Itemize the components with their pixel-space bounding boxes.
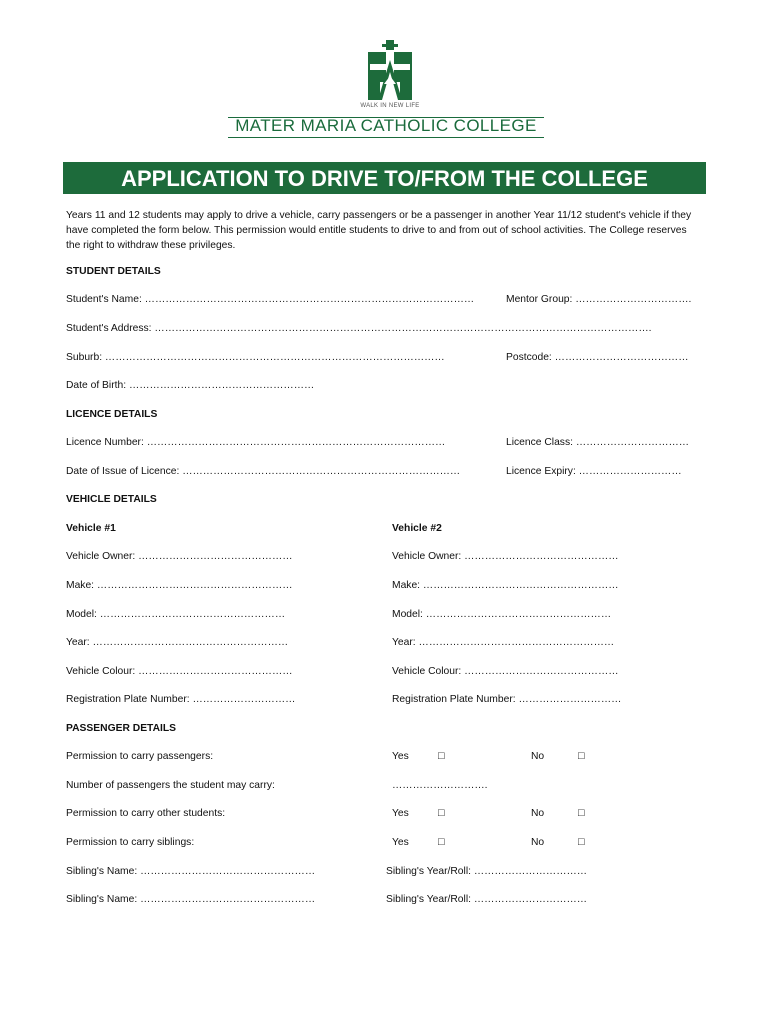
carry-passengers-label: Permission to carry passengers: (66, 751, 214, 762)
date-of-birth-field[interactable]: Date of Birth: ……………………………………………… (66, 380, 315, 391)
vehicle-2-colour-field[interactable]: Vehicle Colour: ……………………………………… (392, 666, 619, 677)
carry-siblings-yes-label: Yes (392, 837, 409, 848)
vehicle-1-plate-field[interactable]: Registration Plate Number: ………………………… (66, 694, 296, 705)
passenger-count-field[interactable]: ………………………. (392, 780, 488, 791)
carry-passengers-yes-label: Yes (392, 751, 409, 762)
carry-others-yes-checkbox[interactable]: □ (438, 807, 445, 819)
vehicle-1-model-field[interactable]: Model: ……………………………………………… (66, 609, 286, 620)
carry-passengers-yes-checkbox[interactable]: □ (438, 750, 445, 762)
carry-others-no-checkbox[interactable]: □ (578, 807, 585, 819)
vehicle-details-heading: VEHICLE DETAILS (66, 494, 157, 505)
student-details-heading: STUDENT DETAILS (66, 266, 161, 277)
vehicle-1-year-field[interactable]: Year: ………………………………………………… (66, 637, 289, 648)
carry-passengers-no-checkbox[interactable]: □ (578, 750, 585, 762)
carry-siblings-yes-checkbox[interactable]: □ (438, 836, 445, 848)
carry-siblings-no-label: No (531, 837, 545, 848)
sibling-1-year-field[interactable]: Sibling's Year/Roll: …………………………… (386, 866, 588, 877)
passenger-details-heading: PASSENGER DETAILS (66, 723, 177, 734)
vehicle-2-year-field[interactable]: Year: ………………………………………………… (392, 637, 615, 648)
passenger-count-label: Number of passengers the student may carry: (66, 780, 275, 791)
carry-siblings-no-checkbox[interactable]: □ (578, 836, 585, 848)
mentor-group-field[interactable]: Mentor Group: ……………………………. (506, 294, 692, 305)
carry-siblings-label: Permission to carry siblings: (66, 837, 195, 848)
vehicle-2-plate-field[interactable]: Registration Plate Number: ………………………… (392, 694, 622, 705)
carry-others-no-label: No (531, 808, 545, 819)
college-name: MATER MARIA CATHOLIC COLLEGE (235, 116, 537, 135)
vehicle-2-heading: Vehicle #2 (392, 523, 442, 534)
sibling-2-name-field[interactable]: Sibling's Name: …………………………………………… (66, 894, 316, 905)
carry-others-yes-label: Yes (392, 808, 409, 819)
carry-others-label: Permission to carry other students: (66, 808, 226, 819)
divider (228, 137, 544, 138)
vehicle-1-colour-field[interactable]: Vehicle Colour: ……………………………………… (66, 666, 293, 677)
intro-text: Years 11 and 12 students may apply to drive a vehicle, carry passengers or be a passenger in another Year 11/12 student's vehicle if they have completed the form below. This permission would entitle students to drive to and from out of school activities. The College reserves the right to withdraw these privileges. (66, 210, 692, 251)
suburb-field[interactable]: Suburb: ……………………………………………………………………………………… (66, 352, 445, 363)
student-address-field[interactable]: Student's Address: ………………………………………………………………………………………………………………………………. (66, 323, 652, 334)
carry-passengers-no-label: No (531, 751, 545, 762)
vehicle-2-model-field[interactable]: Model: ……………………………………………… (392, 609, 612, 620)
sibling-2-year-field[interactable]: Sibling's Year/Roll: …………………………… (386, 894, 588, 905)
student-name-field[interactable]: Student's Name: …………………………………………………………………………………… (66, 294, 475, 305)
vehicle-2-make-field[interactable]: Make: ………………………………………………… (392, 580, 619, 591)
vehicle-2-owner-field[interactable]: Vehicle Owner: ……………………………………… (392, 551, 619, 562)
licence-issue-date-field[interactable]: Date of Issue of Licence: ……………………………………………………………………… (66, 466, 461, 477)
vehicle-1-owner-field[interactable]: Vehicle Owner: ……………………………………… (66, 551, 293, 562)
form-title: APPLICATION TO DRIVE TO/FROM THE COLLEGE (63, 162, 706, 194)
licence-number-field[interactable]: Licence Number: …………………………………………………………………………… (66, 437, 446, 448)
licence-expiry-field[interactable]: Licence Expiry: ………………………… (506, 466, 682, 477)
sibling-1-name-field[interactable]: Sibling's Name: …………………………………………… (66, 866, 316, 877)
vehicle-1-make-field[interactable]: Make: ………………………………………………… (66, 580, 293, 591)
postcode-field[interactable]: Postcode: ………………………………… (506, 352, 689, 363)
vehicle-1-heading: Vehicle #1 (66, 523, 116, 534)
licence-class-field[interactable]: Licence Class: …………………………… (506, 437, 690, 448)
licence-details-heading: LICENCE DETAILS (66, 409, 158, 420)
college-motto: WALK IN NEW LIFE (360, 103, 420, 109)
